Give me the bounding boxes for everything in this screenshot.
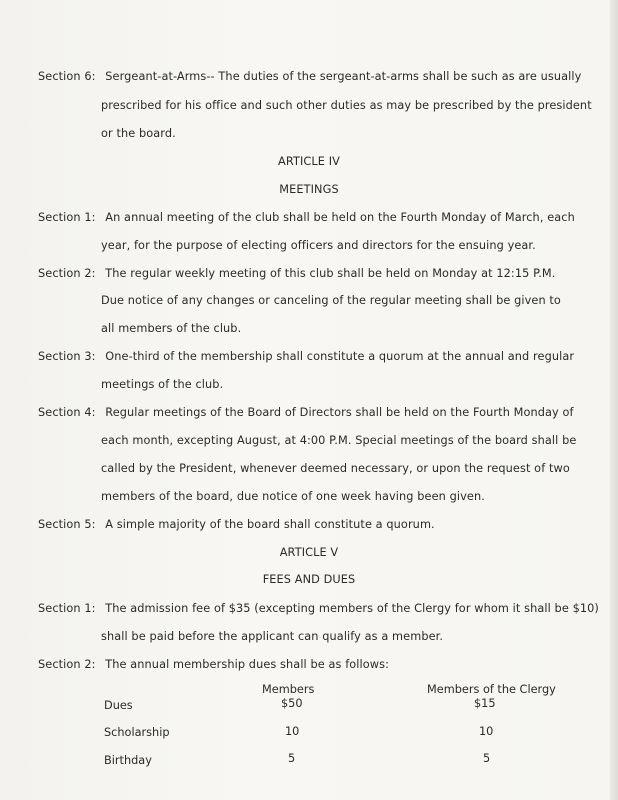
article4-title: ARTICLE IV	[278, 155, 340, 168]
a4-section2-line1	[38, 267, 555, 280]
a4-section1-label: Section 1:	[38, 211, 96, 224]
dues-row-item: Dues	[104, 699, 133, 712]
a4-section1-line1	[38, 211, 575, 224]
a5-section2-line1	[38, 658, 389, 671]
a4-section2-label: Section 2:	[38, 267, 96, 280]
dues-row-members: $50	[281, 697, 303, 710]
a4-section4-label: Section 4:	[38, 406, 96, 419]
section6-line2: prescribed for his office and such other duties as may be prescribed by the president	[101, 99, 592, 112]
a4-section4-line4: members of the board, due notice of one week having been given.	[101, 490, 485, 503]
a4-section1-line2: year, for the purpose of electing officers and directors for the ensuing year.	[101, 239, 536, 252]
dues-row-item: Birthday	[104, 754, 152, 767]
a4-section5-line1	[38, 518, 435, 531]
a5-section2-label: Section 2:	[38, 658, 96, 671]
a5-section1-label: Section 1:	[38, 602, 96, 615]
a4-section5-text1: A simple majority of the board shall constitute a quorum.	[105, 518, 435, 531]
a4-section5-label: Section 5:	[38, 518, 96, 531]
article5-subtitle: FEES AND DUES	[262, 573, 356, 586]
a5-section2-text1: The annual membership dues shall be as follows:	[105, 658, 390, 671]
dues-header-members: Members	[262, 683, 315, 696]
a4-section3-text1: One-third of the membership shall constitute a quorum at the annual and regular	[105, 350, 575, 363]
dues-header-clergy: Members of the Clergy	[427, 683, 556, 696]
a5-section1-line2: shall be paid before the applicant can qualify as a member.	[101, 630, 444, 643]
a4-section4-line1	[38, 406, 574, 419]
dues-row-clergy: 10	[479, 725, 494, 738]
a4-section4-line2: each month, excepting August, at 4:00 P.M. Special meetings of the board shall be	[101, 434, 577, 447]
section6-line1	[38, 70, 581, 83]
a5-section1-text1: The admission fee of $35 (excepting members of the Clergy for whom it shall be $10)	[105, 602, 599, 615]
paper-edge	[610, 0, 618, 800]
section6-text1: Sergeant-at-Arms-- The duties of the sergeant-at-arms shall be such as are usually	[105, 70, 582, 83]
dues-row-clergy: 5	[483, 752, 491, 765]
article4-subtitle: MEETINGS	[279, 183, 339, 196]
dues-row-members: 5	[288, 752, 296, 765]
a4-section3-line2: meetings of the club.	[101, 378, 224, 391]
a4-section2-line3: all members of the club.	[101, 322, 242, 335]
section6-line3: or the board.	[101, 127, 176, 140]
dues-row-clergy: $15	[474, 697, 496, 710]
a4-section3-line1	[38, 350, 574, 363]
a4-section2-text1: The regular weekly meeting of this club shall be held on Monday at 12:15 P.M.	[105, 267, 556, 280]
a5-section1-line1	[38, 602, 599, 615]
dues-row-members: 10	[285, 725, 300, 738]
a4-section1-text1: An annual meeting of the club shall be held on the Fourth Monday of March, each	[105, 211, 575, 224]
a4-section2-line2: Due notice of any changes or canceling of the regular meeting shall be given to	[101, 294, 561, 307]
section6-label: Section 6:	[38, 70, 96, 83]
a4-section4-line3: called by the President, whenever deemed necessary, or upon the request of two	[101, 462, 570, 475]
a4-section3-label: Section 3:	[38, 350, 96, 363]
a4-section4-text1: Regular meetings of the Board of Directors shall be held on the Fourth Monday of	[105, 406, 574, 419]
article5-title: ARTICLE V	[279, 546, 339, 559]
dues-row-item: Scholarship	[104, 726, 170, 739]
